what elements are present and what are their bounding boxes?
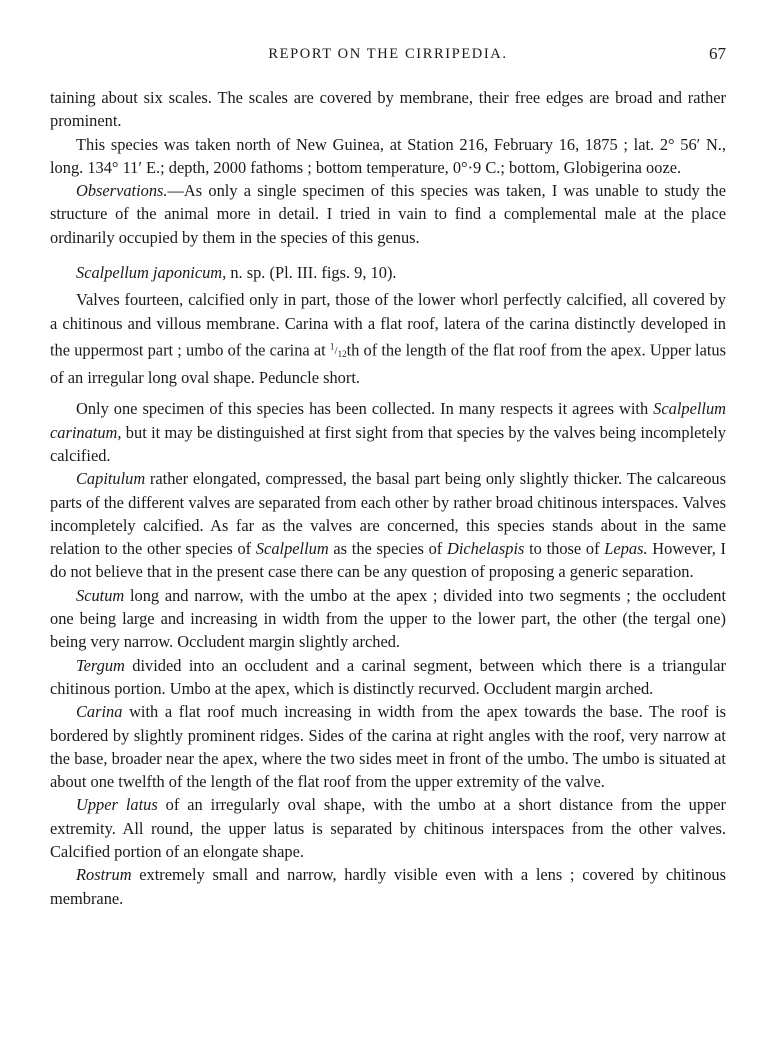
observations-label: Observations. [76, 181, 168, 201]
paragraph-tergum: Tergum divided into an occludent and a carinal segment, between which there is a triangular chitinous portion. Umbo at the apex, which is distinctly recurved. Occludent margin arched. [50, 655, 726, 698]
paragraph-rostrum: Rostrum extremely small and narrow, hardly visible even with a lens ; covered by chitinous membrane. [50, 865, 726, 908]
paragraph-upper-latus: Upper latus of an irregularly oval shape, with the umbo at a short distance from the upper extremity. All round, the upper latus is separated by chitinous interspaces from the other valves. Calcified portion of an elongate shape. [50, 795, 727, 862]
running-header [50, 40, 726, 68]
paragraph-station: This species was taken north of New Guinea, at Station 216, February 16, 1875 ; lat. 2° 56′ N., long. 134° 11′ E.; depth, 2000 fathoms ; bottom temperature, 0°·9 C.; bottom, Globigerina ooze. [50, 134, 726, 177]
paragraph-carina: Carina with a flat roof much increasing in width from the apex towards the base. The roof is bordered by slightly prominent ridges. Sides of the carina at right angles with the roof, very narrow at the base, broader near the apex, where the two sides meet in front of the umbo. The umbo is situated at about one twelfth of the length of the flat roof from the upper extremity of the valve. [50, 702, 726, 792]
species-name: Scalpellum japonicum, [76, 263, 227, 283]
paragraph-capitulum: Capitulum rather elongated, compressed, the basal part being only slightly thicker. The calcareous parts of the different valves are separated from each other by rather broad chitinous interspaces. Valves incompletely calcified. As far as the valves are concerned, this species stands about in the same relation to the other species of Scalpellum as the species of Dichelaspis to those of Lepas. However, I do not believe that in the present case there can be any question of proposing a generic separation. [50, 469, 726, 582]
page [50, 40, 726, 910]
paragraph-scutum: Scutum long and narrow, with the umbo at the apex ; divided into two segments ; the occludent one being large and increasing in width from the upper to the lower part, the other (the tergal one) being very narrow. Occludent margin slightly arched. [50, 585, 726, 652]
body-text [50, 86, 726, 910]
fraction-one-twelfth: $^1/_{12}$ [329, 340, 347, 359]
paragraph-observations: Observations.—As only a single specimen of this species was taken, I was unable to study the structure of the animal more in detail. I tried in vain to find a complemental male at the place ordinarily occupied by them in the species of this genus. [50, 181, 726, 247]
paragraph-diagnosis: Valves fourteen, calcified only in part, those of the lower whorl perfectly calcified, all covered by a chitinous and villous membrane. Carina with a flat roof, latera of the carina distinctly developed in the uppermost part ; umbo of the carina at $^1/_{12}th$ of the length of the flat roof from the apex. Upper latus of an irregular long oval shape. Peduncle short. [50, 290, 727, 388]
running-title: REPORT ON THE CIRRIPEDIA. [268, 46, 508, 62]
page-number: 67 [709, 44, 726, 63]
species-heading: Scalpellum japonicum, n. sp. (Pl. III. figs. 9, 10). [76, 263, 397, 283]
paragraph-continuation: taining about six scales. The scales are covered by membrane, their free edges are broad and rather prominent. [50, 88, 726, 131]
paragraph-comparison: Only one specimen of this species has been collected. In many respects it agrees with Scalpellum carinatum, but it may be distinguished at first sight from that species by the valves being incompletely calcified. [50, 399, 726, 465]
